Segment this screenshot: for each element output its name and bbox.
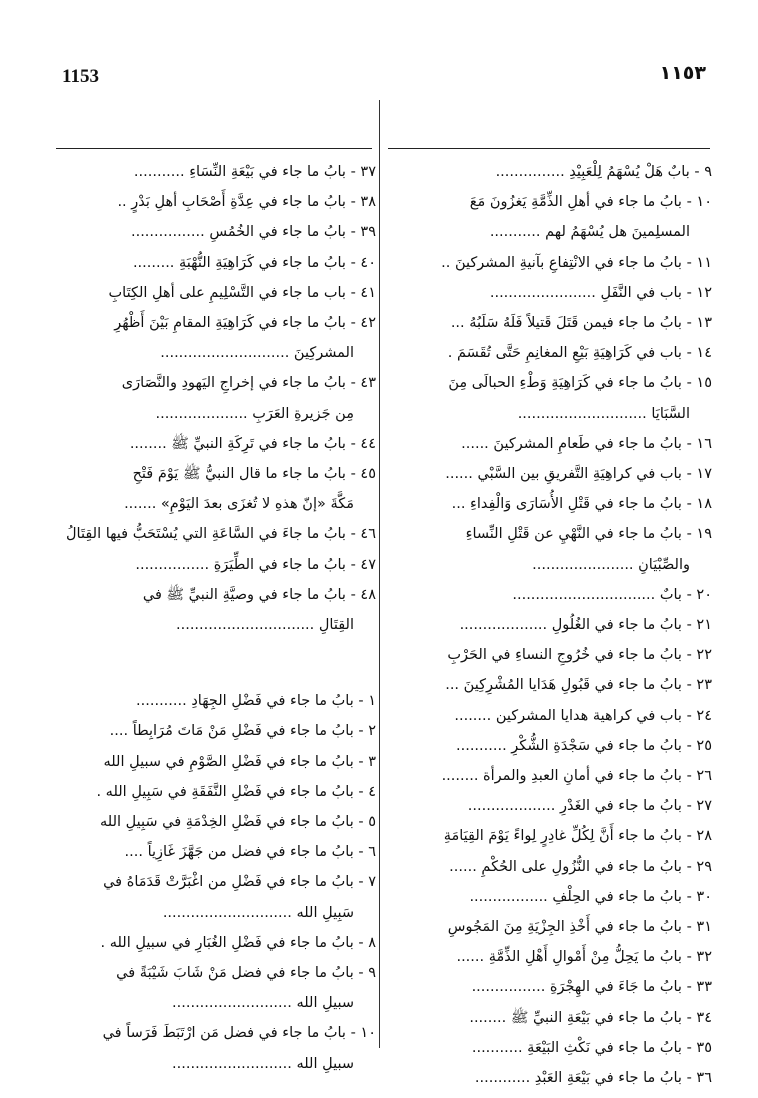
toc-entry: المسلِمينَ هل يُسْهَمُ لهم ........... — [489, 224, 690, 241]
toc-entry: ١٧ - باب في كراهِيَةِ التَّفريقِ بين السَّبْي ...... — [445, 466, 712, 483]
toc-entry: مِن جَزيرةِ العَرَبِ .................... — [155, 405, 354, 422]
toc-entry: ١٤ - باب في كَرَاهِيَةِ بَيْعِ المغانِمِ حَتَّى تُقَسَمَ . — [447, 345, 712, 362]
toc-entry: ٧ - بابُ ما جاء في فَضْلِ من اغْبَرَّتْ قَدَمَاهُ في — [103, 874, 376, 891]
toc-entry: ٤٦ - بابُ ما جاءَ في السَّاعَةِ التي يُسْتَحَبُّ فيها القِتَالُ — [65, 526, 376, 543]
section-gap — [60, 640, 376, 686]
toc-entry: ٢٠ - بابٌ ............................... — [512, 586, 712, 603]
toc-entry: ١ - بابُ ما جاء في فَضْلِ الجِهَادِ ........... — [136, 693, 376, 710]
toc-entry: ٣٠ - بابُ ما جاء في الحِلْفِ ................. — [469, 888, 712, 905]
toc-entry: ٢٧ - بابُ ما جاء في الغَدْرِ ................... — [467, 798, 712, 815]
toc-entry: ٣٦ - بابُ ما جاء في بَيْعَةِ العَبْدِ ............ — [474, 1070, 712, 1087]
toc-entry: ٤ - بابُ ما جاء في فَضْلِ النَّفَقَةِ في سَبِيلِ الله . — [96, 783, 376, 800]
toc-left-column — [60, 157, 376, 1079]
toc-entry: ٣ - بابُ ما جاء في فَضْلِ الصَّوْمِ في سبيلِ الله — [103, 753, 376, 770]
toc-entry: سبيلِ الله .......................... — [172, 995, 354, 1012]
toc-entry: ٥ - بابُ ما جاء في فَضْلِ الخِدْمَةِ في سَبِيلِ الله — [100, 814, 376, 831]
toc-entry: ٢٤ - باب في كراهية هدايا المشركين ........ — [454, 707, 712, 724]
toc-entry: ٢٩ - بابُ ما جاء في النُّزُولِ على الحُكْمِ ...... — [449, 858, 712, 875]
toc-entry: سَبِيلِ الله ............................ — [162, 904, 354, 921]
toc-entry: ٦ - بابُ ما جاء في فضل من جَهَّزَ غَازِياً .... — [124, 844, 376, 861]
toc-entry: مَكَّةَ «إنّ هذهِ لا تُغزَى بعدَ اليَوْمِ» ....... — [124, 496, 354, 513]
column-divider — [379, 100, 380, 1048]
toc-entry: ١١ - بابُ ما جاء في الانْتِفاعِ بآنيةِ المشركينَ .. — [441, 254, 712, 271]
toc-entry: ٢ - بابُ ما جاء في فَضْلِ مَنْ مَاتَ مُرَابِطاً .... — [109, 723, 376, 740]
toc-entry: ٤١ - باب ما جاء في التَّسْلِيمِ على أهلِ الكِتَابِ — [108, 284, 376, 301]
toc-left-top-section — [60, 157, 376, 640]
toc-entry: ٤٥ - بابُ ما جاء ما قال النبيُّ ﷺ يَوْمَ فَتْحِ — [132, 466, 376, 483]
toc-entry: ٢٨ - بابُ ما جاء أَنَّ لِكُلِّ غادِرٍ لِواءً يَوْمَ القِيَامَةِ — [443, 828, 712, 845]
toc-entry: ٩ - بابٌ هَلْ يُسْهَمُ لِلْعَبِيْدِ ............... — [495, 164, 712, 180]
toc-entry: ٤٣ - بابُ ما جاء في إخراجِ اليَهودِ والنَّصَارَى — [121, 375, 376, 392]
toc-entry: ٨ - بابُ ما جاء في فَضْلِ الغُبَارِ في سبيلِ الله . — [100, 934, 376, 951]
toc-entry: ٤٨ - بابُ ما جاء في وصيَّةِ النبيِّ ﷺ في — [142, 586, 376, 603]
header-rule-left — [56, 148, 372, 149]
toc-entry: ٣٨ - بابُ ما جاء في عِدَّةِ أَصْحَابِ أهلِ بَدْرٍ .. — [117, 194, 376, 211]
toc-entry: المشركِينَ ............................ — [160, 345, 354, 362]
toc-entry: ٤٤ - بابُ ما جاء في تَرِكَةِ النبيِّ ﷺ ........ — [129, 435, 376, 452]
toc-entry: ١٢ - باب في النَّفَلِ ....................... — [489, 284, 712, 301]
toc-entry: ٣٩ - بابُ ما جاء في الخُمُسِ ................ — [130, 224, 376, 241]
toc-entry: ٢٦ - بابُ ما جاء في أمانِ العبدِ والمرأة ........ — [441, 768, 712, 785]
toc-entry: ٣٧ - بابُ ما جاء في بَيْعَةِ النِّسَاءِ ........... — [133, 164, 376, 180]
toc-entry: ١٦ - بابُ ما جاء في طَعامِ المشركينَ ...... — [461, 435, 712, 452]
toc-entry: ٢٣ - بابُ ما جاء في قَبُولِ هَدَايا المُشْرِكِينَ ... — [445, 677, 712, 694]
toc-entry: ٤٢ - بابُ ما جاء في كَرَاهِيَةِ المقامِ بَيْنَ أَظْهُرِ — [114, 315, 376, 332]
toc-right-column — [396, 157, 712, 1093]
toc-entry: القِتَالِ .............................. — [176, 617, 354, 634]
toc-entry: ١٨ - بابُ ما جاء في قَتْلِ الأُسَارَى وَالْفِداءِ ... — [451, 496, 712, 513]
toc-entry: ٣١ - بابُ ما جاء في أَخْذِ الجِزْيَةِ مِنَ المَجُوسِ — [447, 919, 712, 936]
page-number-left: 1153 — [62, 66, 99, 87]
toc-entry: والصِّبْيَانِ ...................... — [532, 556, 690, 573]
toc-entry: ١٥ - بابُ ما جاء في كَرَاهِيَةِ وَطْءِ الحبالَى مِنَ — [448, 375, 712, 392]
toc-entry: ٢١ - بابُ ما جاء في الغُلُولِ ................... — [459, 617, 712, 634]
toc-entry: ١٠ - بابُ ما جاء في أهلِ الذِّمَّةِ يَغزُونَ مَعَ — [469, 194, 712, 211]
header-rule-right — [388, 148, 710, 149]
toc-entry: ٤٠ - بابُ ما جاء في كَرَاهِيَةِ النُّهْبَةِ ......... — [132, 254, 376, 271]
toc-entry: ٣٣ - بابُ ما جَاءَ في الهِجْرَةِ ................ — [471, 979, 712, 996]
toc-entry: ٤٧ - بابُ ما جاء في الطِّيَرَةِ ................ — [135, 556, 376, 573]
toc-entry: السَّبَايَا ............................ — [517, 405, 690, 422]
toc-entry: ٣٥ - بابُ ما جاء في نَكْثِ البَيْعَةِ ........... — [471, 1039, 712, 1056]
toc-entry: ٣٢ - بابُ ما يَحِلُّ مِنْ أَمْوالِ أَهْلِ الذِّمَّةِ ...... — [456, 949, 712, 966]
toc-entry: سبيلِ الله .......................... — [172, 1055, 354, 1072]
toc-entry: ١٣ - بابُ ما جاء فيمن قَتَلَ قَتيلاً فَلَهُ سَلَبُهُ ... — [450, 315, 712, 332]
page-number-right: ١١٥٣ — [659, 62, 706, 84]
toc-left-bottom-section — [60, 686, 376, 1079]
toc-entry: ١٩ - بابُ ما جاء في النَّهْيِ عن قَتْلِ النِّساءِ — [465, 526, 712, 543]
toc-entry: ٢٢ - بابُ ما جاء في خُرُوجِ النساءِ في الحَرْبِ — [447, 647, 712, 664]
toc-entry: ٣٤ - بابُ ما جاء في بَيْعَةِ النبيِّ ﷺ ........ — [469, 1009, 712, 1026]
toc-entry: ١٠ - بابُ ما جاء في فضل مَن ارْتَبَطَ فَرَساً في — [102, 1025, 376, 1042]
toc-entry: ٢٥ - بابُ ما جاء في سَجْدَةِ الشُّكْرِ ........... — [456, 737, 712, 754]
toc-entry: ٩ - بابُ ما جاء في فضل مَنْ شَابَ شَيْبَةً في — [116, 965, 376, 982]
